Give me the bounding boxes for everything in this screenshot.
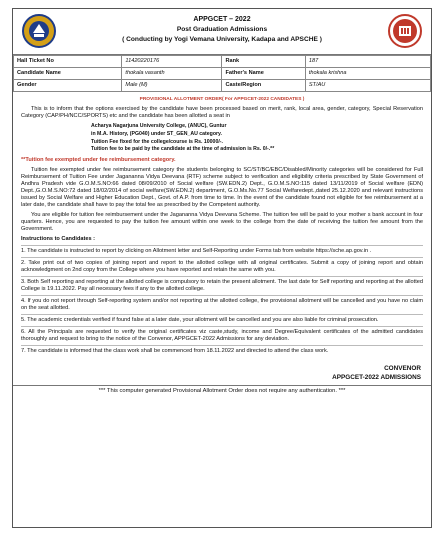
rank-value: 187 [305, 56, 430, 68]
instruction-item: 5. The academic credentials verified if found false at a later date, your allotment will be cancelled and you are also liable for criminal prosecution. [21, 314, 423, 326]
caste-region-label: Caste/Region [222, 80, 305, 92]
order-body [13, 92, 431, 383]
apsche-emblem-icon [387, 13, 423, 49]
convenor-title: CONVENOR [384, 364, 421, 372]
instruction-item: 3. Both Self reporting and reporting at the allotted college is compulsory to retain the present allotment. The last date for Self reporting and reporting at the allotted College is 19.11.2022. Pay all necessary fees if any to the allotted college. [21, 276, 423, 295]
admissions-office: APPGCET-2022 ADMISSIONS [332, 373, 421, 381]
hall-ticket-value: 11420220176 [122, 56, 222, 68]
document-header [13, 9, 431, 55]
header-text [73, 15, 371, 44]
reimbursement-paragraph: Tuition fee exempted under fee reimbursement category the students belonging to SC/ST/BC/EBC/Disabled/Minority categories will be considered for Full Reimbursement of Tuition Fee under Jagananna Vidya Deevana (RTF) scheme subject to verification and eligibility criteria prescribed by State Government of Andhra Pradesh vide G.O.M.S.NO:66 dated 08/09/2010 of Social welfare (SW.EDN.2) Dept., G.O.M.S.NO:115 dated 13/11/2019 of Social welfare (EDN) Dept.,G.O.M.S.NO:72 dated 18/02/2014 of social welfare(SW.EDN.2) department, G.O.Ms.No.77 Social Welfaredept.,dated 25.12.2020 and relevant instructions issued by Social Welfare and Higher Education Dept., Govt. of A.P. from time to time. In the event of the candidate found not eligible for fee reimbursement at a later date, the candidate shall have to pay the total fee as prescribed by the Competent authority. [21, 167, 423, 209]
instruction-item: 6. All the Principals are requested to verify the original certificates viz caste,study, income and Degree/Equivalent certificates of the admitted candidates thoroughly and request to bring to the notice of the Convenor, APPGCET-2022 Admissions for any deviation. [21, 326, 423, 345]
conducting-body: ( Conducting by Yogi Vemana University, Kadapa and APSCHE ) [122, 35, 322, 43]
instruction-item: 7. The candidate is informed that the class work shall be commenced from 18.11.2022 and directed to attend the class work. [21, 345, 423, 357]
instruction-item: 4. If you do not report through Self-reporting system and/or not reporting at the allotted college, the provisional allotment will be cancelled and you have no claim on the seat allotted. [21, 295, 423, 314]
provisional-order-heading: PROVISIONAL ALLOTMENT ORDER( For APPGCET-2022 CANDIDATES ) [139, 97, 305, 102]
candidate-name-value: thokala vasanth [122, 68, 222, 80]
caste-region-value: ST/AU [305, 80, 430, 92]
intro-paragraph: This is to inform that the options exercised by the candidate have been processed based on merit, rank, local area, gender, category, Special Reservation Category (CAP/PH/NCC/SPORTS) etc and the candidate has been allotted a seat in [21, 105, 423, 119]
candidate-name-label: Candidate Name [14, 68, 122, 80]
fee-exemption-note: **Tuition fee exempted under fee reimbursement category. [21, 157, 176, 164]
university-emblem-icon [21, 13, 57, 49]
father-name-label: Father's Name [222, 68, 305, 80]
mother-account-paragraph: You are eligible for tuition fee reimbursement under the Jagananna Vidya Deevana Scheme. The tuition fee will be paid to your mother s bank account in four quarters. Hence, you are requested to pay the tuition fee amount within one week to the college from the date of receiving the tuition fee amount from the Government. [21, 212, 423, 232]
tuition-fee-payable: Tuition fee to be paid by the candidate at the time of admission is Rs. 0/-.** [91, 146, 275, 153]
table-row [14, 56, 431, 68]
rank-label: Rank [222, 56, 305, 68]
table-row [14, 80, 431, 92]
signature-block [21, 365, 421, 383]
document-title: APPGCET – 2022 [193, 16, 251, 23]
document-subtitle: Post Graduation Admissions [176, 26, 268, 34]
authentication-footer: *** This computer generated Provisional Allotment Order does not require any authentication. *** [13, 385, 431, 395]
instruction-item: 1. The candidate is instructed to report by clicking on Allotment letter and Self-Reporting under Forms tab from website https://sche.ap.gov.in . [21, 245, 423, 257]
gender-value: Male (M) [122, 80, 222, 92]
allotted-course: in M.A. History, (PG040) under ST_GEN_AU category. [91, 130, 222, 137]
instruction-item: 2. Take print out of two copies of joining report and report to the allotted college with all original certificates. Submit a copy of joining report and obtain acknowledgment on 2nd copy from the College where you have reported and retain the same with you. [21, 257, 423, 276]
hall-ticket-label: Hall Ticket No [14, 56, 122, 68]
table-row [14, 68, 431, 80]
instructions-title: Instructions to Candidates : [21, 235, 95, 242]
gender-label: Gender [14, 80, 122, 92]
allotted-college: Acharya Nagarjuna University College, (ANUC), Guntur [91, 122, 227, 129]
allotment-order-sheet [12, 8, 432, 528]
father-name-value: thokala krishna [305, 68, 430, 80]
candidate-details-table [13, 55, 431, 92]
allotment-details [91, 123, 423, 154]
tuition-fee-fixed: Tuition Fee fixed for the college/course is Rs. 10000/-. [91, 138, 223, 145]
